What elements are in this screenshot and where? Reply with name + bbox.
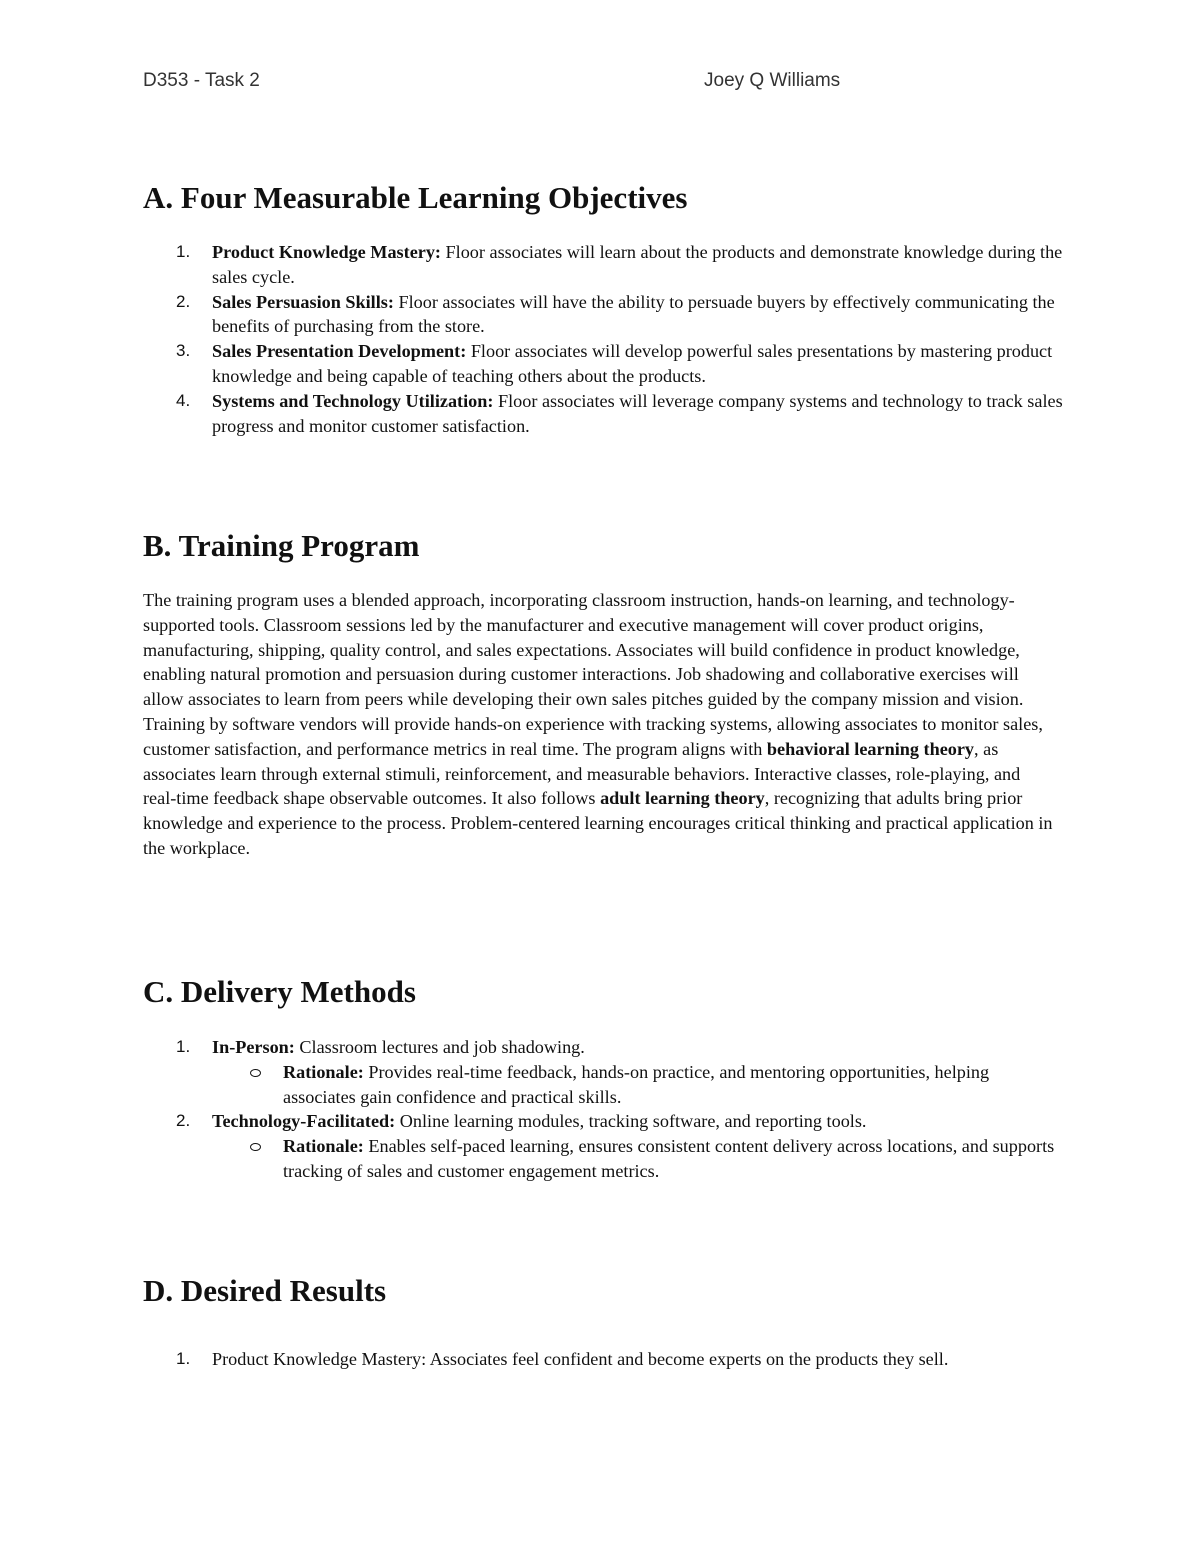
list-item (143, 389, 1063, 439)
adult-theory-term: adult learning theory (600, 788, 765, 809)
rationale-label: Rationale: (283, 1136, 364, 1157)
item-label: Systems and Technology Utilization: (212, 390, 494, 411)
list-number: 1. (176, 1349, 191, 1368)
header-course: D353 - Task 2 (143, 70, 260, 91)
item-label: In-Person: (212, 1037, 295, 1057)
list-item (143, 1347, 1063, 1372)
list-number: 2. (176, 291, 191, 311)
list-number: 1. (176, 1037, 191, 1056)
rationale-label: Rationale: (283, 1061, 364, 1082)
rationale-text: Enables self-paced learning, ensures consistent content delivery across locations, and supports tracking of sales and customer engagement metrics. (283, 1136, 1055, 1181)
item-label: Product Knowledge Mastery: (212, 242, 441, 262)
page-header (143, 70, 1063, 100)
item-text: Floor associates will leverage company systems and technology to track sales progress and monitor customer satisfaction. (212, 390, 1063, 436)
item-label: Sales Persuasion Skills: (212, 291, 394, 312)
list-item (143, 339, 1063, 389)
list-number: 2. (176, 1111, 191, 1131)
section-c-title: C. Delivery Methods (143, 974, 416, 1009)
hollow-bullet-icon (250, 1069, 261, 1077)
item-text: Online learning modules, tracking software, and reporting tools. (395, 1111, 867, 1132)
desired-results-list (143, 1347, 1063, 1372)
list-item (143, 1109, 1063, 1183)
rationale-item (143, 1134, 1063, 1184)
header-author: Joey Q Williams (704, 70, 841, 91)
behavioral-theory-term: behavioral learning theory (766, 738, 975, 759)
item-text: Floor associates will develop powerful sales presentations by mastering product knowledge and being capable of teaching others about the products. (212, 341, 1053, 386)
list-number: 1. (176, 242, 191, 261)
rationale-text: Provides real-time feedback, hands-on practice, and mentoring opportunities, helping associates gain confidence and practical skills. (283, 1061, 990, 1107)
hollow-bullet-icon (250, 1143, 261, 1151)
paragraph-text: , as associates learn through external stimuli, reinforcement, and measurable behaviors. Interactive classes, role-playing, and real-time feedback shape observable outcomes. It also follows (143, 738, 1021, 809)
item-label: Technology-Facilitated: (212, 1111, 396, 1132)
item-text: Classroom lectures and job shadowing. (294, 1037, 585, 1057)
section-b-title: B. Training Program (143, 528, 420, 563)
list-item (143, 290, 1063, 340)
item-text: Floor associates will have the ability to persuade buyers by effectively communicating the benefits of purchasing from the store. (212, 291, 1055, 337)
paragraph-text: The training program uses a blended approach, incorporating classroom instruction, hands-on learning, and technology-supported tools. Classroom sessions led by the manufacturer and executive management will cover product origins, manufacturing, shipping, quality control, and sales expectations. Associates will build confidence in product knowledge, enabling natural promotion and persuasion during customer interactions. Job shadowing and collaborative exercises will allow associates to learn from peers while developing their own sales pitches guided by the company mission and vision. Training by software vendors will provide hands-on experience with tracking systems, allowing associates to monitor sales, customer satisfaction, and performance metrics in real time. The program aligns with (143, 590, 1043, 759)
list-item (143, 1035, 1063, 1109)
list-number: 4. (176, 390, 191, 410)
item-label: Sales Presentation Development: (212, 341, 467, 362)
item-text: Product Knowledge Mastery: Associates feel confident and become experts on the products they sell. (212, 1349, 949, 1369)
paragraph-text: , recognizing that adults bring prior knowledge and experience to the process. Problem-centered learning encourages critical thinking and practical application in the workplace. (143, 788, 1053, 858)
section-d-title: D. Desired Results (143, 1273, 387, 1308)
training-program-paragraph (143, 588, 1058, 861)
list-number: 3. (176, 341, 191, 361)
delivery-methods-list (143, 1035, 1063, 1184)
list-item (143, 240, 1063, 290)
objectives-list (143, 240, 1063, 438)
section-a-title: A. Four Measurable Learning Objectives (143, 180, 688, 215)
rationale-item (143, 1060, 1063, 1110)
item-text: Floor associates will learn about the products and demonstrate knowledge during the sales cycle. (212, 242, 1063, 287)
